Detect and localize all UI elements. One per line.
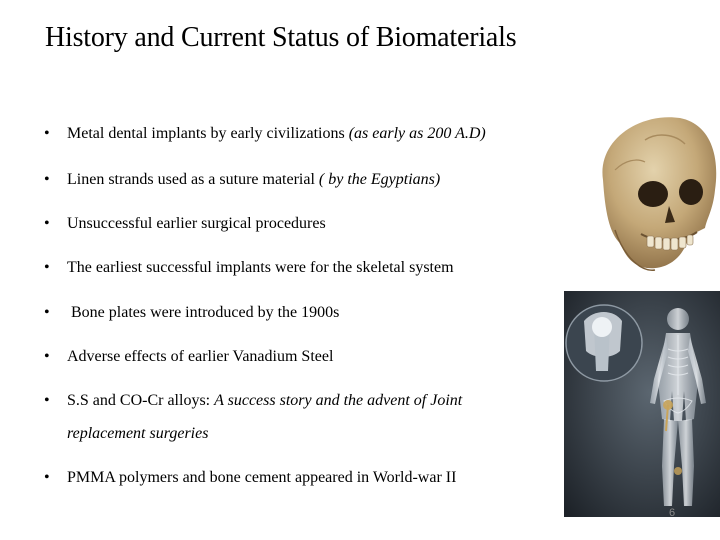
bullet-marker: • xyxy=(44,348,50,365)
bullet-text: Unsuccessful earlier surgical procedures xyxy=(67,215,326,232)
list-item xyxy=(44,384,544,450)
list-item xyxy=(44,117,544,150)
bullet-text: Bone plates were introduced by the 1900s xyxy=(67,304,340,321)
bullet-marker: • xyxy=(44,392,50,409)
bullet-note: A success story and the advent of Joint xyxy=(214,392,463,409)
bullet-marker: • xyxy=(44,304,50,321)
bullet-note: ( by the Egyptians) xyxy=(318,171,441,188)
bullet-text: Linen strands used as a suture material xyxy=(67,171,319,188)
bullet-marker: • xyxy=(44,469,50,486)
bullet-note: (as early as 200 A.D) xyxy=(348,125,486,142)
bullet-marker: • xyxy=(44,259,50,276)
list-item xyxy=(44,461,544,494)
list-item xyxy=(44,207,544,240)
bullet-note-continued: replacement surgeries xyxy=(67,425,209,442)
bullet-text: Adverse effects of earlier Vanadium Steel xyxy=(67,348,334,365)
bullet-marker: • xyxy=(44,171,50,188)
list-item xyxy=(44,163,544,196)
page-number: 6 xyxy=(669,507,676,519)
body-implant-image xyxy=(564,291,720,517)
list-item xyxy=(44,340,544,373)
bullet-text: S.S and CO-Cr alloys: xyxy=(67,392,215,409)
list-item xyxy=(44,251,544,284)
slide-title: History and Current Status of Biomaterials xyxy=(45,22,517,53)
bullet-text: The earliest successful implants were for the skeletal system xyxy=(67,259,454,276)
bullet-text: PMMA polymers and bone cement appeared in World-war II xyxy=(67,469,457,486)
bullet-marker: • xyxy=(44,125,50,142)
bullet-text: Metal dental implants by early civilizations xyxy=(67,125,349,142)
skull-image xyxy=(585,110,720,280)
bullet-marker: • xyxy=(44,215,50,232)
list-item xyxy=(44,296,544,329)
